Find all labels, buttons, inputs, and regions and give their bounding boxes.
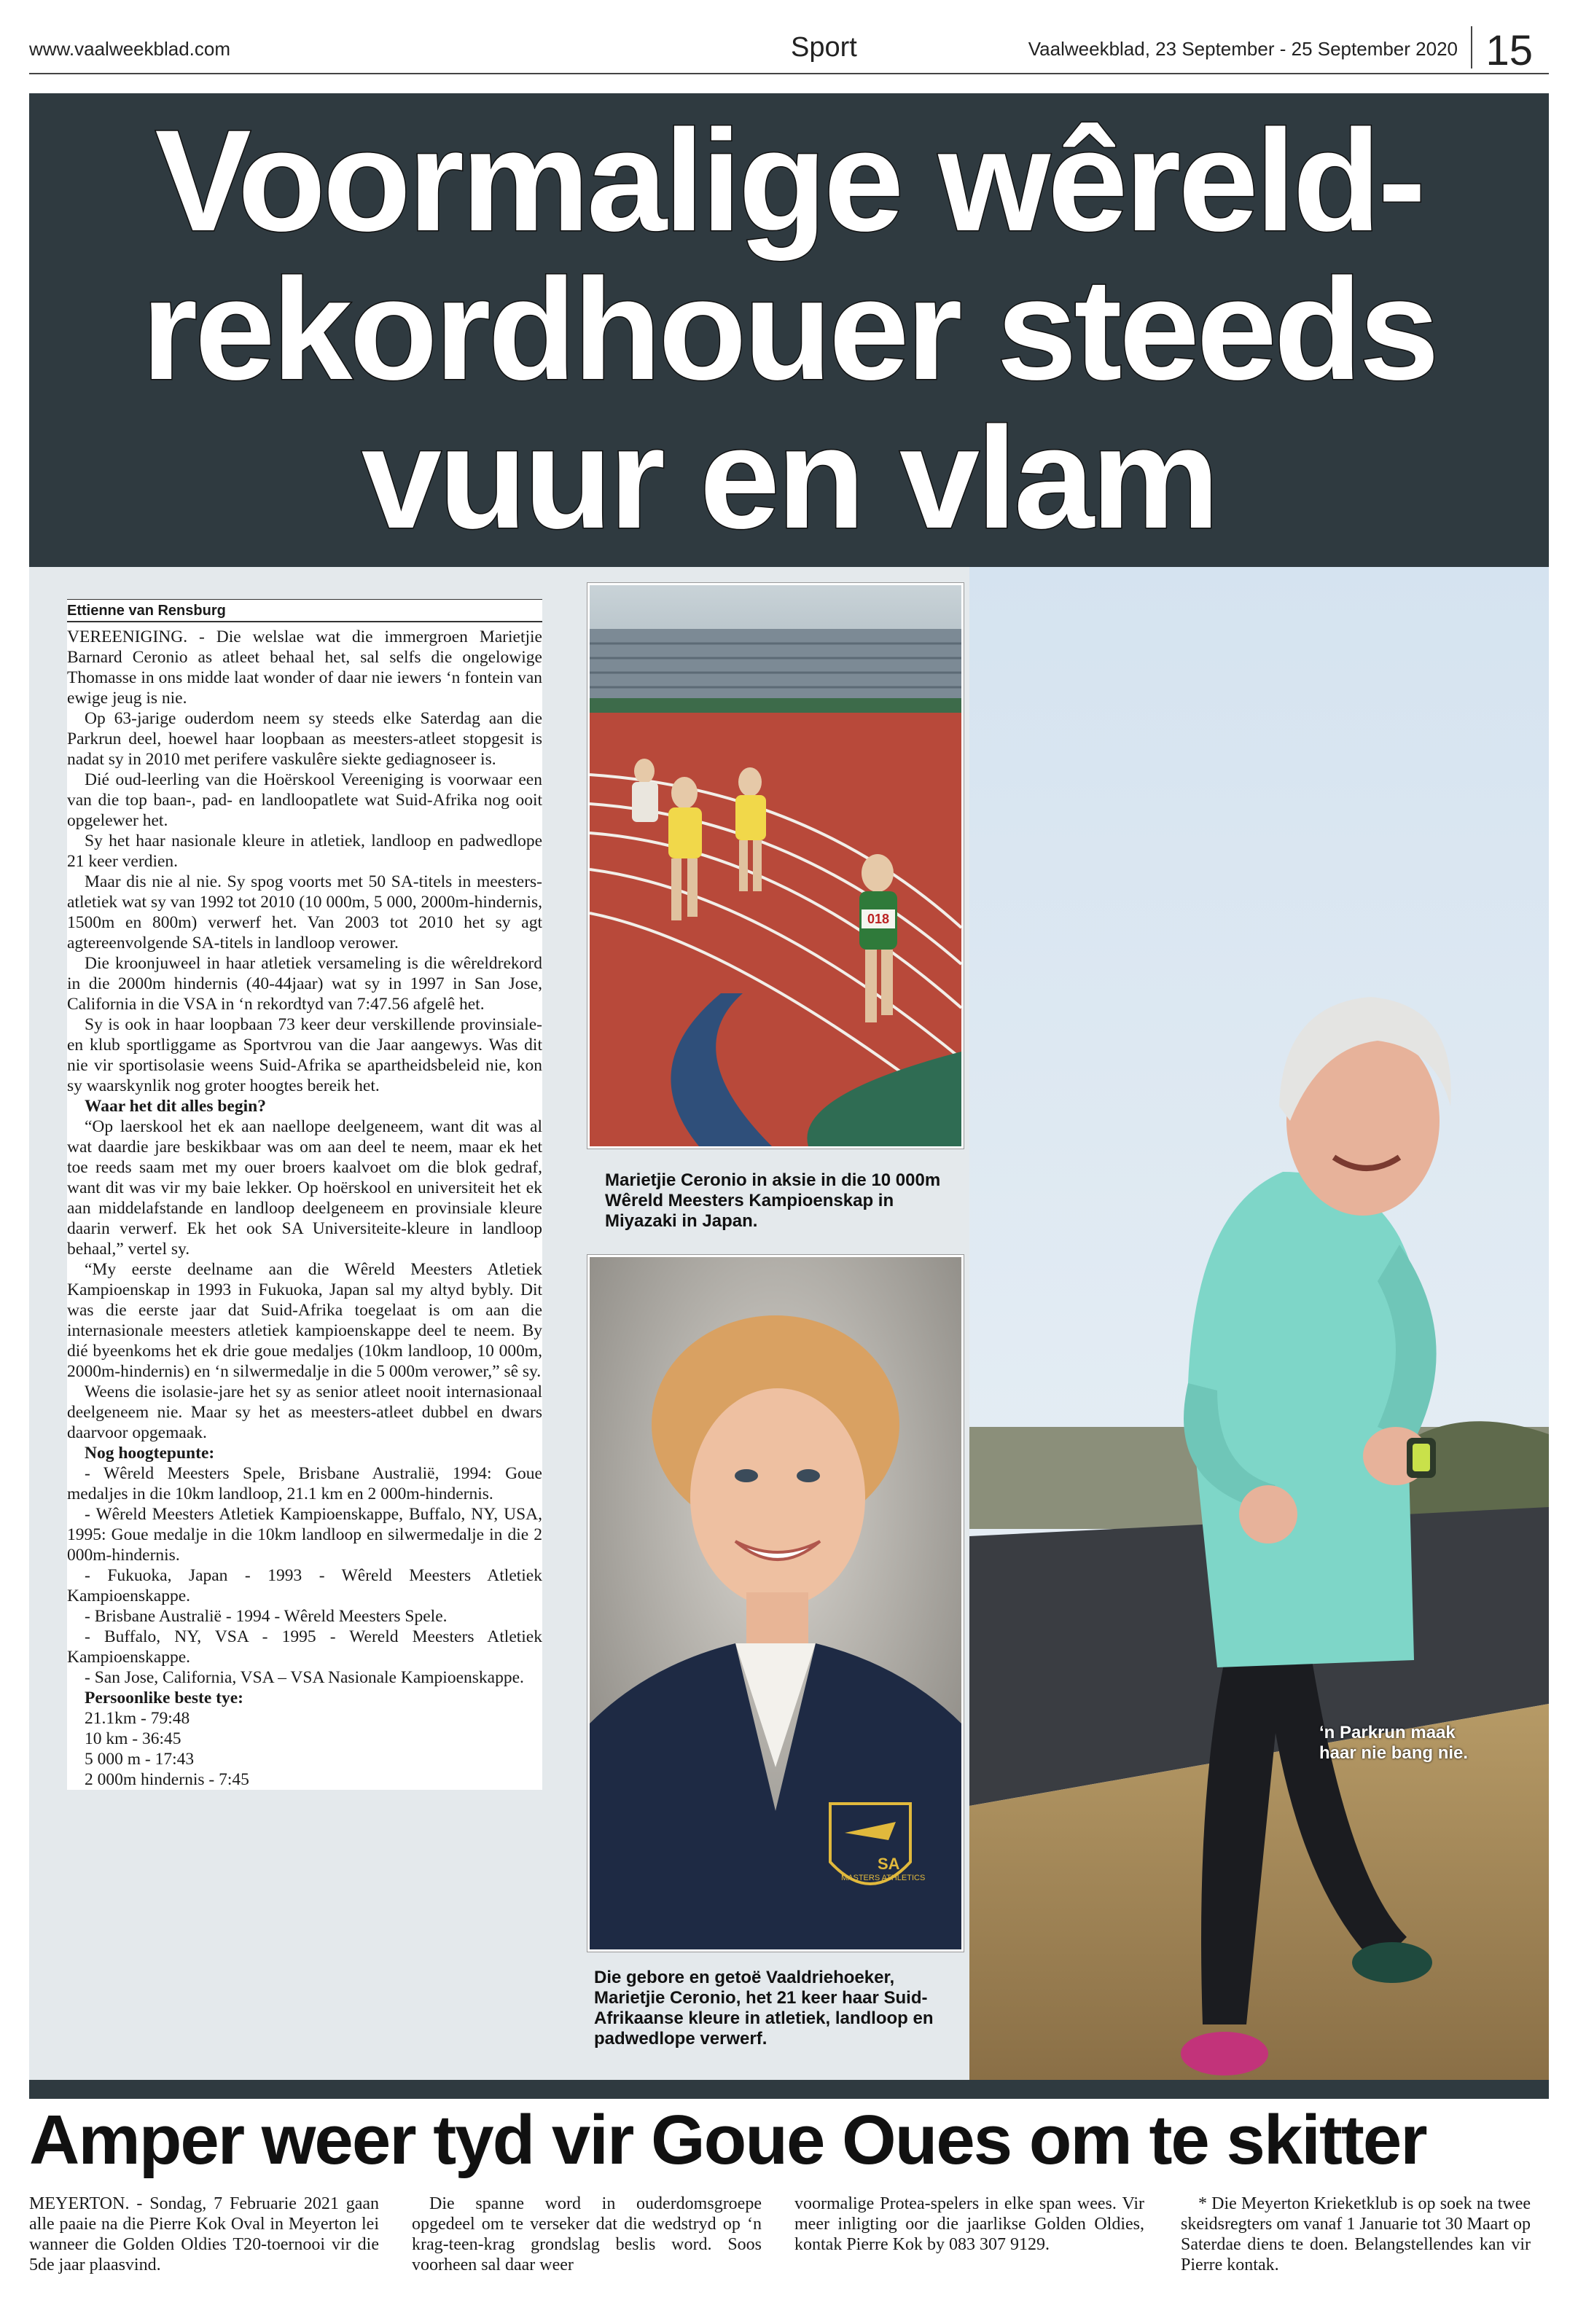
runner-photo-caption: ‘n Parkrun maak haar nie bang nie. — [1319, 1723, 1469, 1763]
story2-column-1 — [29, 2194, 379, 2275]
headline-line-1: Voormalige wêreld- — [155, 100, 1423, 261]
article-body — [67, 627, 542, 1790]
highlight-item: - Fukuoka, Japan - 1993 - Wêreld Meesters Atletiek Kampioenskappe. — [67, 1566, 542, 1605]
main-headline — [29, 100, 1549, 558]
website-url[interactable]: www.vaalweekblad.com — [29, 38, 231, 60]
best-time: 21.1km - 79:48 — [85, 1709, 190, 1728]
paragraph: “Op laerskool het ek aan naellope deelgeneem, want dit was al wat daardie jare beskikbaar was om aan deel te neem, maar ek het toe reeds saam met my ouer broers kaalvoet om die blok gedraf, want dit was vir my baie lekker. Op hoërskool en universiteit het ek aan middelafstande en landloop deelgeneem en provinsiale kleure daarin verwerf. Ek het ook SA Universiteite-kleure in landloop behaal,” vertel sy. — [67, 1117, 542, 1259]
story2-headline: Amper weer tyd vir Goue Oues om te skitter — [29, 2101, 1426, 2179]
best-time: 5 000 m - 17:43 — [85, 1750, 195, 1769]
page-number: 15 — [1485, 27, 1533, 74]
highlight-item: - Brisbane Australië - 1994 - Wêreld Meesters Spele. — [85, 1607, 448, 1626]
story2-column-3 — [794, 2194, 1144, 2255]
story2-paragraph: voormalige Protea-spelers in elke span wees. Vir meer inligting oor die jaarlikse Golden Oldies, kontak Pierre Kok by 083 307 9129. — [794, 2194, 1144, 2254]
paragraph: “My eerste deelname aan die Wêreld Meesters Atletiek Kampioenskap in 1993 in Fukuoka, Japan sal my altyd bybly. Dit was die eerste jaar dat Suid-Afrika toegelaat is om aan die internasionale meesters atletiek kampioenskappe deel te neem. By dié byeenkoms het ek drie goue medaljes (10km landloop, 10 000m, 2000m-hindernis) en ‘n silwermedalje in die 5 000m verower,” sê sy. — [67, 1260, 542, 1381]
issue-date: Vaalweekblad, 23 September - 25 September 2020 — [1028, 38, 1458, 60]
subheading: Persoonlike beste tye: — [85, 1689, 243, 1707]
paragraph: Maar dis nie al nie. Sy spog voorts met 50 SA-titels in meesters-atletiek wat sy van 1992 tot 2010 (10 000m, 5 000, 2000m-hindernis, 1500m en 800m) verwerf het. Van 2003 tot 2010 het sy agt agtereenvolgende SA-titels in landloop verower. — [67, 872, 542, 952]
headline-line-2: rekordhouer steeds — [141, 249, 1437, 410]
paragraph: Op 63-jarige ouderdom neem sy steeds elke Saterdag aan die Parkrun deel, hoewel haar loopbaan as meesters-atleet stopgesit is nadat sy in 2010 met perifere vaskulêre siekte gediagnoseer is. — [67, 709, 542, 769]
page-header — [29, 22, 1549, 74]
article-column — [67, 599, 542, 1790]
paragraph: Weens die isolasie-jare het sy as senior atleet nooit internasionaal deelgeneem nie. Maar sy het as meesters-atleet dubbel en dwars daarvoor opgemaak. — [67, 1382, 542, 1442]
best-time: 10 km - 36:45 — [85, 1729, 181, 1748]
highlight-item: - Wêreld Meesters Atletiek Kampioenskappe, Buffalo, NY, USA, 1995: Goue medalje in die 10km landloop en silwermedalje in die 2 000m-hindernis. — [67, 1505, 542, 1565]
story2-paragraph: Die spanne word in ouderdomsgroepe opgedeel om te verseker dat die wedstryd op ‘n krag-teen-krag grondslag beslis word. Soos voorheen sal daar weer — [412, 2194, 762, 2274]
track-race-photo — [587, 583, 964, 1149]
story2-column-4 — [1181, 2194, 1531, 2275]
paragraph: Sy het haar nasionale kleure in atletiek, landloop en padwedlope 21 keer verdien. — [67, 832, 542, 871]
highlight-item: - Wêreld Meesters Spele, Brisbane Australië, 1994: Goue medaljes in die 10km landloop, 21.1 km en 2 000m-hindernis. — [67, 1464, 542, 1503]
story2-column-2 — [412, 2194, 762, 2275]
highlight-item: - Buffalo, NY, VSA - 1995 - Wereld Meesters Atletiek Kampioenskappe. — [67, 1627, 542, 1667]
parkrun-runner-photo — [969, 567, 1549, 2080]
story2-paragraph: * Die Meyerton Krieketklub is op soek na twee skeidsregters om vanaf 1 Januarie tot 30 Maart op Saterdae diens te doen. Belangstellendes kan vir Pierre kontak. — [1181, 2194, 1531, 2274]
story-divider-band — [29, 2080, 1549, 2099]
headline-band — [29, 93, 1549, 567]
portrait-photo-caption: Die gebore en getoë Vaaldriehoeker, Marietjie Ceronio, het 21 keer haar Suid-Afrikaanse kleure in atletiek, landloop en padwedlope verwerf. — [594, 1968, 934, 2049]
highlight-item: - San Jose, California, VSA – VSA Nasionale Kampioenskappe. — [85, 1668, 524, 1687]
byline: Ettienne van Rensburg — [67, 599, 542, 622]
paragraph: Dié oud-leerling van die Hoërskool Vereeniging is voorwaar een van die top baan-, pad- en landloopatlete wat Suid-Afrika nog ooit opgelewer het. — [67, 770, 542, 830]
subheading: Nog hoogtepunte: — [85, 1444, 215, 1463]
headline-line-3: vuur en vlam — [361, 397, 1217, 558]
portrait-photo — [587, 1255, 964, 1952]
best-time: 2 000m hindernis - 7:45 — [85, 1770, 249, 1789]
section-label: Sport — [791, 32, 857, 63]
header-divider — [1471, 26, 1472, 69]
story2-paragraph: MEYERTON. - Sondag, 7 Februarie 2021 gaan alle paaie na die Pierre Kok Oval in Meyerton lei wanneer die Golden Oldies T20-toernooi vir die 5de jaar plaasvind. — [29, 2194, 379, 2274]
bib-number: 018 — [867, 912, 890, 926]
track-photo-caption: Marietjie Ceronio in aksie in die 10 000m Wêreld Meesters Kampioenskap in Miyazaki in Japan. — [605, 1170, 941, 1231]
blazer-crest-letters: SA — [878, 1855, 900, 1873]
paragraph: Die kroonjuweel in haar atletiek versameling is die wêreldrekord in die 2000m hindernis (40-44jaar) wat sy in 1997 in San Jose, California in die VSA in ‘n rekordtyd van 7:47.56 afgelê het. — [67, 954, 542, 1014]
paragraph: Sy is ook in haar loopbaan 73 keer deur verskillende provinsiale- en klub sportliggame as Sportvrou van die Jaar aangewys. Was dit nie vir sportisolasie weens Suid-Afrika se apartheidsbeleid nie, kon sy waarskynlik nog groter hoogtes bereik het. — [67, 1015, 542, 1095]
paragraph: VEREENIGING. - Die welslae wat die immergroen Marietjie Barnard Ceronio as atleet behaal het, sal selfs die ongelowige Thomasse in ons midde laat wonder of daar nie iewers ‘n fontein van ewige jeug is nie. — [67, 627, 542, 708]
subheading: Waar het dit alles begin? — [85, 1097, 266, 1116]
blazer-crest-text: MASTERS ATHLETICS — [841, 1874, 926, 1882]
